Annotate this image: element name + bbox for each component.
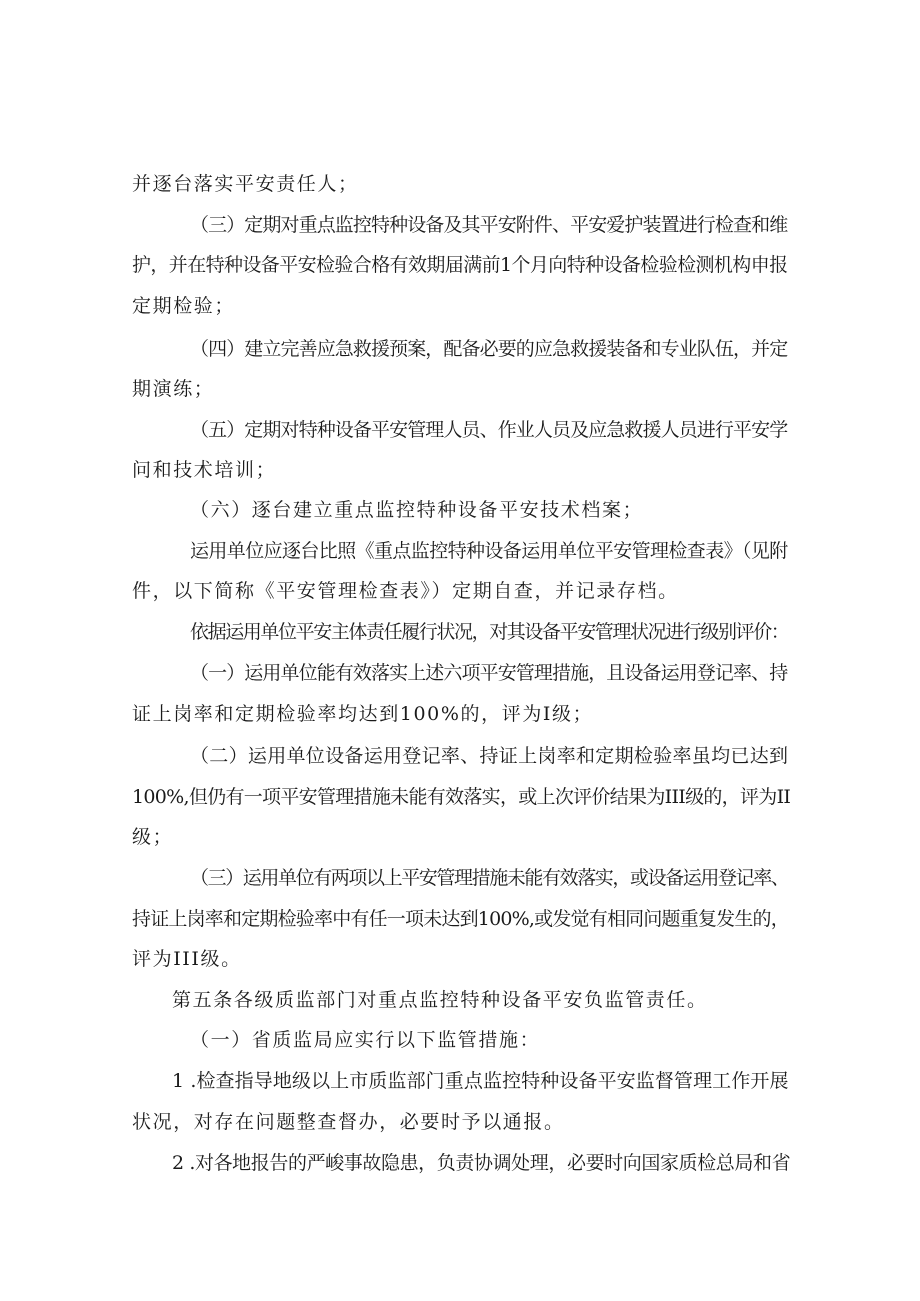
text-line: 运用单位应逐台比照《重点监控特种设备运用单位平安管理检查表》（见附 — [190, 540, 788, 562]
text-line: （二）运用单位设备运用登记率、持证上岗率和定期检验率虽均已达到 — [190, 745, 789, 767]
text-line: 状况，对存在问题整查督办，必要时予以通报。 — [132, 1111, 565, 1133]
text-line: 评为III级。 — [132, 948, 242, 970]
text-line: （三）运用单位有两项以上平安管理措施未能有效落实，或设备运用登记率、 — [190, 867, 789, 889]
text-line: （五）定期对特种设备平安管理人员、作业人员及应急救援人员进行平安学 — [190, 419, 788, 441]
text-line: 级； — [132, 826, 174, 848]
text-line: 问和技术培训； — [132, 459, 277, 481]
text-line: （一）省质监局应实行以下监管措施： — [190, 1029, 541, 1051]
text-line: 依据运用单位平安主体责任履行状况，对其设备平安管理状况进行级别评价： — [190, 621, 789, 643]
text-line: 定期检验； — [132, 295, 236, 317]
text-line: （六）逐台建立重点监控特种设备平安技术档案； — [190, 499, 644, 521]
text-line: 1 .检查指导地级以上市质监部门重点监控特种设备平安监督管理工作开展 — [172, 1070, 789, 1092]
text-line: 证上岗率和定期检验率均达到100%的，评为I级； — [132, 703, 594, 725]
text-line: 期演练； — [132, 378, 215, 400]
text-line: 2 .对各地报告的严峻事故隐患，负责协调处理，必要时向国家质检总局和省 — [172, 1152, 791, 1174]
text-line: （三）定期对重点监控特种设备及其平安附件、平安爱护装置进行检查和维 — [190, 214, 788, 236]
text-line: （一）运用单位能有效落实上述六项平安管理措施，且设备运用登记率、持 — [190, 662, 788, 684]
text-line: 护，并在特种设备平安检验合格有效期届满前1个月向特种设备检验检测机构申报 — [132, 254, 788, 276]
text-line: 100%,但仍有一项平安管理措施未能有效落实，或上次评价结果为III级的，评为II — [132, 786, 791, 808]
text-line: 并逐台落实平安责任人； — [132, 173, 359, 195]
text-line: 持证上岗率和定期检验率中有任一项未达到100%,或发觉有相同问题重复发生的， — [132, 908, 789, 930]
text-line: （四）建立完善应急救援预案，配备必要的应急救援装备和专业队伍，并定 — [190, 338, 788, 360]
text-line: 件，以下简称《平安管理检查表》）定期自查，并记录存档。 — [132, 580, 679, 602]
text-line: 第五条各级质监部门对重点监控特种设备平安负监管责任。 — [172, 989, 708, 1011]
